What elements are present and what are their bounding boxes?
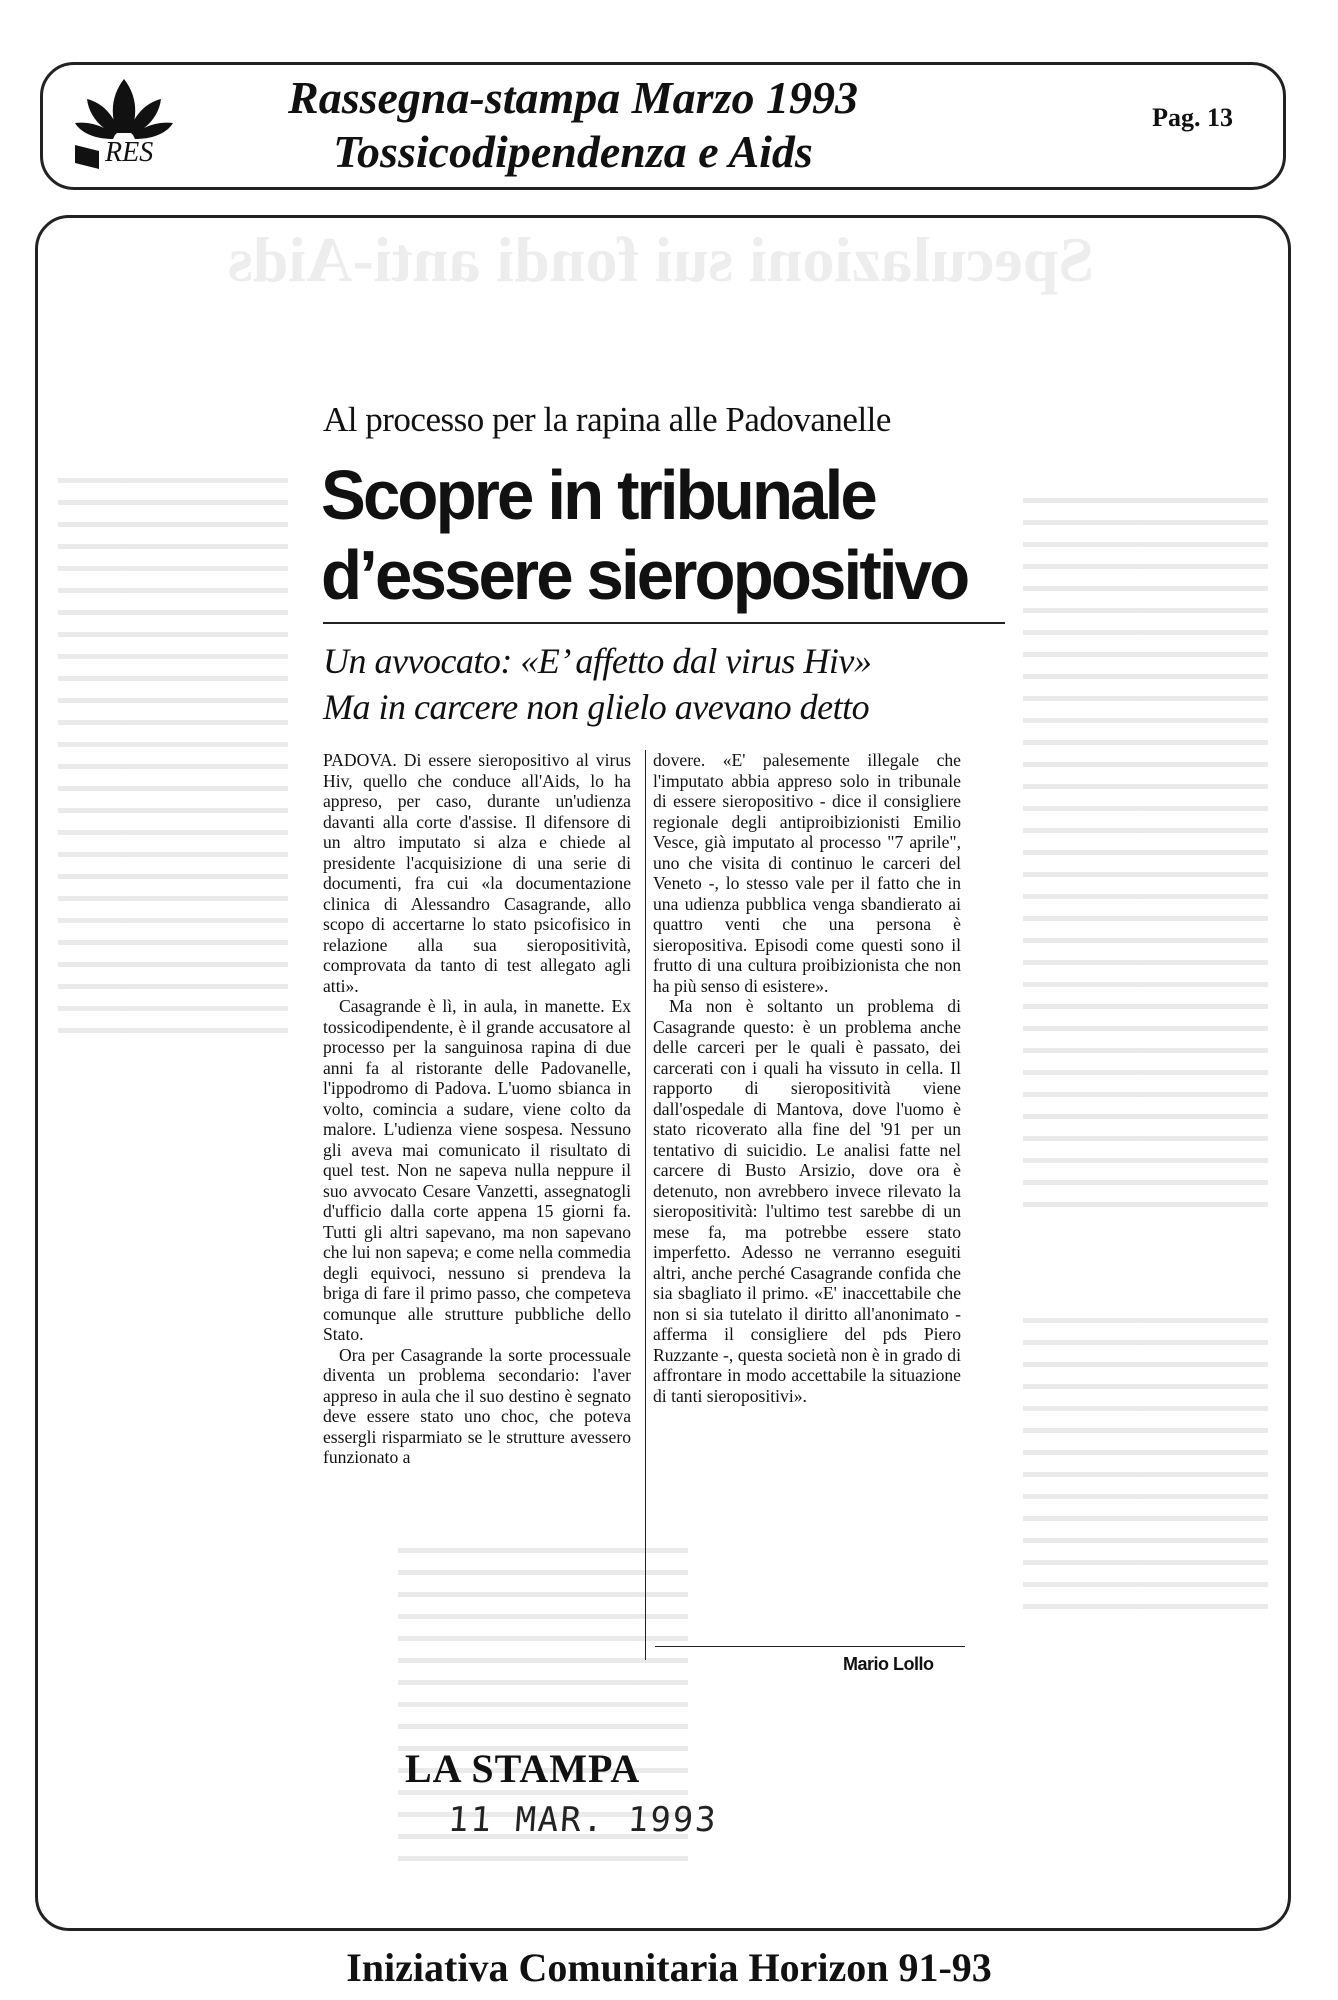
bleed-through-text xyxy=(1023,1318,1268,1618)
subhead-line1: Un avvocato: «E’ affetto dal virus Hiv» xyxy=(323,641,872,681)
article-paragraph: Casagrande è lì, in aula, in manette. Ex tossicodipendente, è il grande accusatore al processo per la sanguinosa rapina di due anni fa al ristorante delle Padovanelle, l'ippodromo di Padova. L'uomo sbianca in volto, comincia a sudare, viene colto da malore. L'udienza viene sospesa. Nessuno gli aveva mai comunicato il risultato di quel test. Non ne sapeva nulla neppure il suo avvocato Cesare Vanzetti, assegnatogli d'ufficio dalla corte appena 15 giorni fa. Tutti gli altri sapevano, ma non sapevano che lui non sapeva; e come nella commedia degli equivoci, nessuno si prendeva la briga di fare il primo passo, che competeva comunque alle strutture pubbliche dello Stato. xyxy=(323,996,631,1344)
article-kicker: Al processo per la rapina alle Padovanelle xyxy=(323,400,891,439)
date-stamp: 11 MAR. 1993 xyxy=(446,1800,720,1840)
author-signature: Mario Lollo xyxy=(843,1654,934,1674)
signature-divider xyxy=(655,1646,965,1647)
article-column-1 xyxy=(323,750,631,1468)
logo-text: RES xyxy=(105,137,154,168)
article-paragraph: Ma non è soltanto un problema di Casagrande questo: è un problema anche delle carceri per le quali è passato, dei carcerati con i quali ha vissuto in cella. Il rapporto di sieropositività viene dall'ospedale di Mantova, dove l'uomo è stato ricoverato alla fine del '91 per un tentativo di suicidio. Le analisi fatte nel carcere di Busto Arsizio, dove ora è detenuto, non avrebbero invece rilevato la sieropositività: l'ultimo test sarebbe di un mese fa, ma potrebbe essere stato imperfetto. Adesso ne verranno eseguiti altri, anche perché Casagrande confida che sia sbagliato il primo. «E' inaccettabile che non si sia tutelato il diritto all'anonimato - afferma il consigliere del pds Piero Ruzzante -, questa società non è in grado di affrontare in modo accettabile la situazione di tanti sieropositivi». xyxy=(653,996,961,1406)
bleed-through-text xyxy=(1023,498,1268,1218)
article-paragraph: Ora per Casagrande la sorte processuale diventa un problema secondario: l'aver appreso in aula che il suo destino è segnato deve essere stato uno choc, che poteva essergli risparmiato se le strutture avessero funzionato a xyxy=(323,1344,631,1467)
subhead-line2: Ma in carcere non glielo avevano detto xyxy=(323,687,870,727)
header-title xyxy=(253,71,893,179)
article-paragraph: PADOVA. Di essere sieropositivo al virus Hiv, quello che conduce all'Aids, lo ha appreso, per caso, durante un'udienza davanti alla corte d'assise. Il difensore di un altro imputato si alza e chiede al presidente l'acquisizione di una serie di documenti, fra cui «la documentazione clinica di Alessandro Casagrande, allo scopo di accertarne lo stato psicofisico in relazione alla sua sieropositività, comprovata da tanto di test allegato agli atti». xyxy=(323,750,631,996)
article-column-2 xyxy=(653,750,961,1406)
headline-line2: d’essere sieropositivo xyxy=(321,536,968,614)
bleed-through-text xyxy=(58,478,288,1038)
header-title-line2: Tossicodipendenza e Aids xyxy=(333,126,813,177)
page-number: Pag. 13 xyxy=(1152,103,1233,132)
article-subhead xyxy=(323,638,1013,730)
article-paragraph: dovere. «E' palesemente illegale che l'imputato abbia appreso solo in tribunale di essere sieropositivo - dice il consigliere regionale degli antiproibizionisti Emilio Vesce, già imputato al processo "7 aprile", uno che visita di continuo le carceri del Veneto -, lo stesso vale per il fatto che in una udienza pubblica venga sbandierato ai quattro venti che una persona è sieropositiva. Episodi come questi sono il frutto di una cultura proibizionista che non ha più senso di esistere». xyxy=(653,750,961,996)
column-divider xyxy=(645,750,646,1660)
bleed-through-text: Speculazioni sui fondi anti-Aids xyxy=(228,224,1094,295)
article-headline xyxy=(321,455,983,615)
footer-text: Iniziativa Comunitaria Horizon 91-93 xyxy=(346,1945,992,1990)
headline-divider xyxy=(323,622,1005,624)
newspaper-source: LA STAMPA xyxy=(405,1746,641,1791)
header-banner xyxy=(40,62,1286,190)
header-title-line1: Rassegna-stampa Marzo 1993 xyxy=(288,72,858,123)
headline-line1: Scopre in tribunale xyxy=(321,456,875,534)
